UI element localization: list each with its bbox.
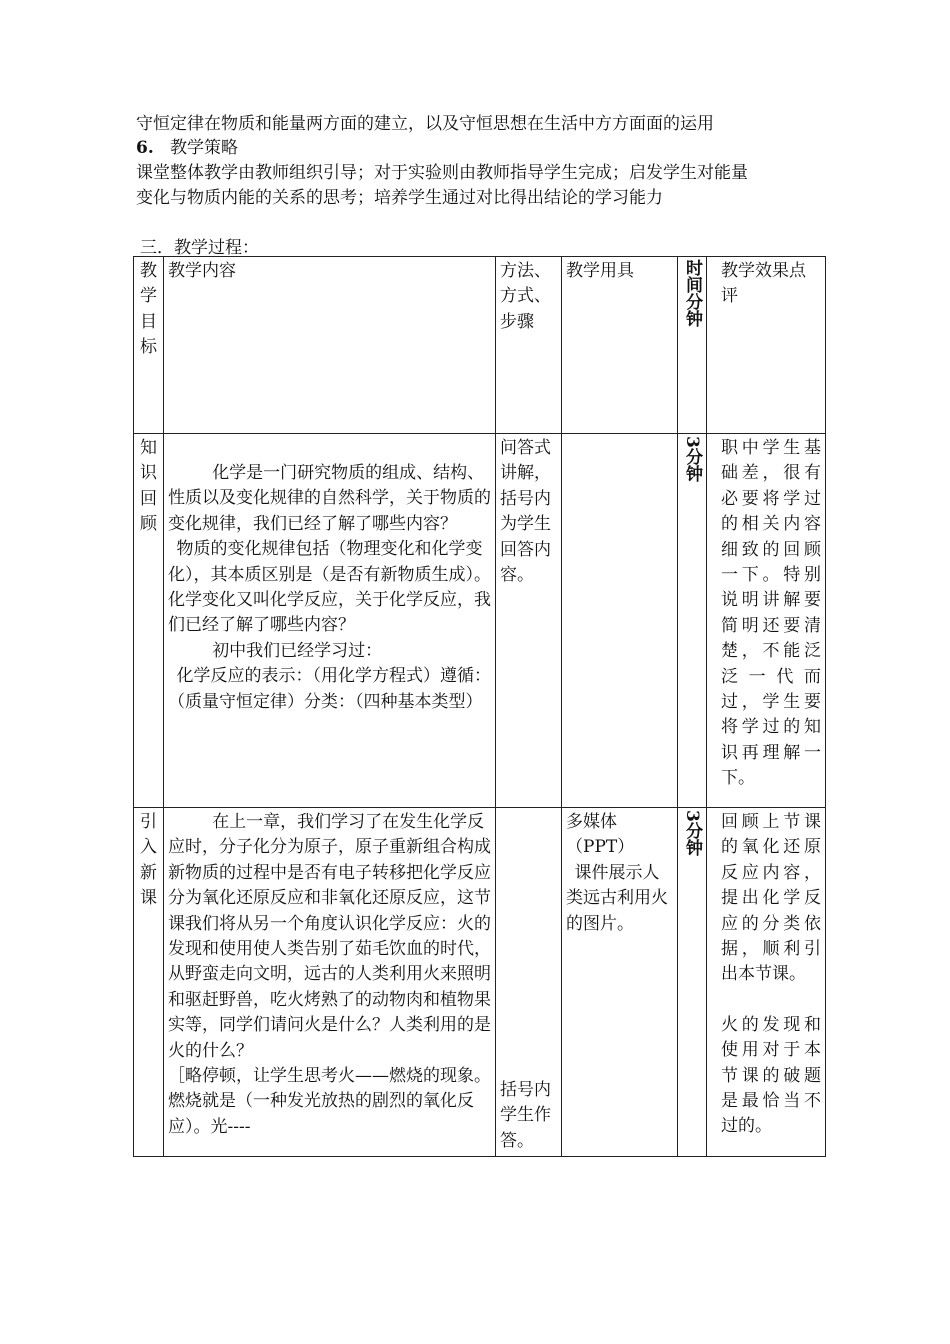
table-row — [134, 808, 826, 1157]
table-row — [134, 434, 826, 808]
intro-line: 守恒定律在物质和能量两方面的建立，以及守恒思想在生活中方方面面的运用 — [136, 114, 714, 134]
header-time: 时间分钟 — [682, 259, 702, 327]
content-paragraph: 化学反应的表示：（用化学方程式）遵循：（质量守恒定律）分类：（四种基本类型） — [168, 666, 491, 712]
section-3-heading: 三．教学过程： — [140, 238, 259, 258]
row-tools — [562, 808, 678, 1157]
content-paragraph: 物质的变化规律包括（物理变化和化学变化），其本质区别是（是否有新物质生成）。化学变化又叫化学反应，关于化学反应，我们已经了解了哪些内容？ — [168, 539, 491, 636]
table-header-row — [134, 257, 826, 434]
row-effect: 职中学生基础差，很有必要将学过的相关内容细致的回顾一下。特别说明讲解要简明还要清楚，不能泛泛一代而过，学生要将学过的知识再理解一下。 — [707, 434, 826, 808]
header-tools: 教学用具 — [562, 257, 678, 434]
header-content: 教学内容 — [164, 257, 496, 434]
row-goal: 引入新课 — [134, 808, 164, 1157]
section-6-heading — [136, 136, 238, 160]
tools-line: 多媒体 — [566, 812, 617, 832]
header-effect: 教学效果点评 — [707, 257, 826, 434]
row-content — [164, 434, 496, 808]
header-goal: 教学目标 — [134, 257, 164, 434]
section-title: 教学策略 — [170, 138, 238, 158]
content-paragraph: 化学是一门研究物质的组成、结构、性质以及变化规律的自然科学，关于物质的变化规律，我们已经了解了哪些内容？ — [168, 463, 491, 534]
effect-paragraph: 火的发现和使用对于本节课的破题是最恰当不过的。 — [721, 1014, 821, 1137]
header-method: 方法、方式、步骤 — [496, 257, 562, 434]
content-paragraph: 在上一章，我们学习了在发生化学反应时，分子化分为原子，原子重新组合构成新物质的过程中是否有电子转移把化学反应分为氧化还原反应和非氧化还原反应，这节课我们将从另一个角度认识化学反应：火的发现和使用使人类告别了茹毛饮血的时代，从野蛮走向文明，远古的人类利用火来照明和驱赶野兽，吃火烤熟了的动物肉和植物果实等，同学们请问火是什么？人类利用的是火的什么？ — [168, 812, 491, 1061]
row-time-cell — [678, 808, 707, 1157]
content-paragraph: ［略停顿，让学生思考火——燃烧的现象。燃烧就是（一种发光放热的剧烈的氧化反应）。光---- — [168, 1066, 491, 1137]
row-method: 问答式讲解，括号内为学生回答内容。 — [496, 434, 562, 808]
section-number: 6. — [136, 138, 154, 158]
row-time: 3分钟 — [682, 436, 702, 482]
paragraph-gap — [721, 988, 821, 1013]
row-method: 括号内学生作答。 — [496, 808, 562, 1157]
tools-line: （PPT） — [566, 837, 635, 858]
row-content — [164, 808, 496, 1157]
tools-line: 课件展示人类远古利用火的图片。 — [566, 862, 668, 934]
row-tools — [562, 434, 678, 808]
row-goal: 知识回顾 — [134, 434, 164, 808]
row-effect — [707, 808, 826, 1157]
effect-paragraph: 回顾上节课的氧化还原反应内容，提出化学反应的分类依据，顺利引出本节课。 — [721, 812, 821, 985]
content-paragraph: 初中我们已经学习过： — [212, 640, 383, 661]
row-time: 3分钟 — [682, 810, 702, 856]
teaching-process-table — [133, 256, 826, 1157]
header-time-cell — [678, 257, 707, 434]
row-time-cell — [678, 434, 707, 808]
strategy-text-line-1: 课堂整体教学由教师组织引导；对于实验则由教师指导学生完成；启发学生对能量 — [136, 163, 748, 183]
strategy-text-line-2: 变化与物质内能的关系的思考；培养学生通过对比得出结论的学习能力 — [136, 188, 663, 208]
